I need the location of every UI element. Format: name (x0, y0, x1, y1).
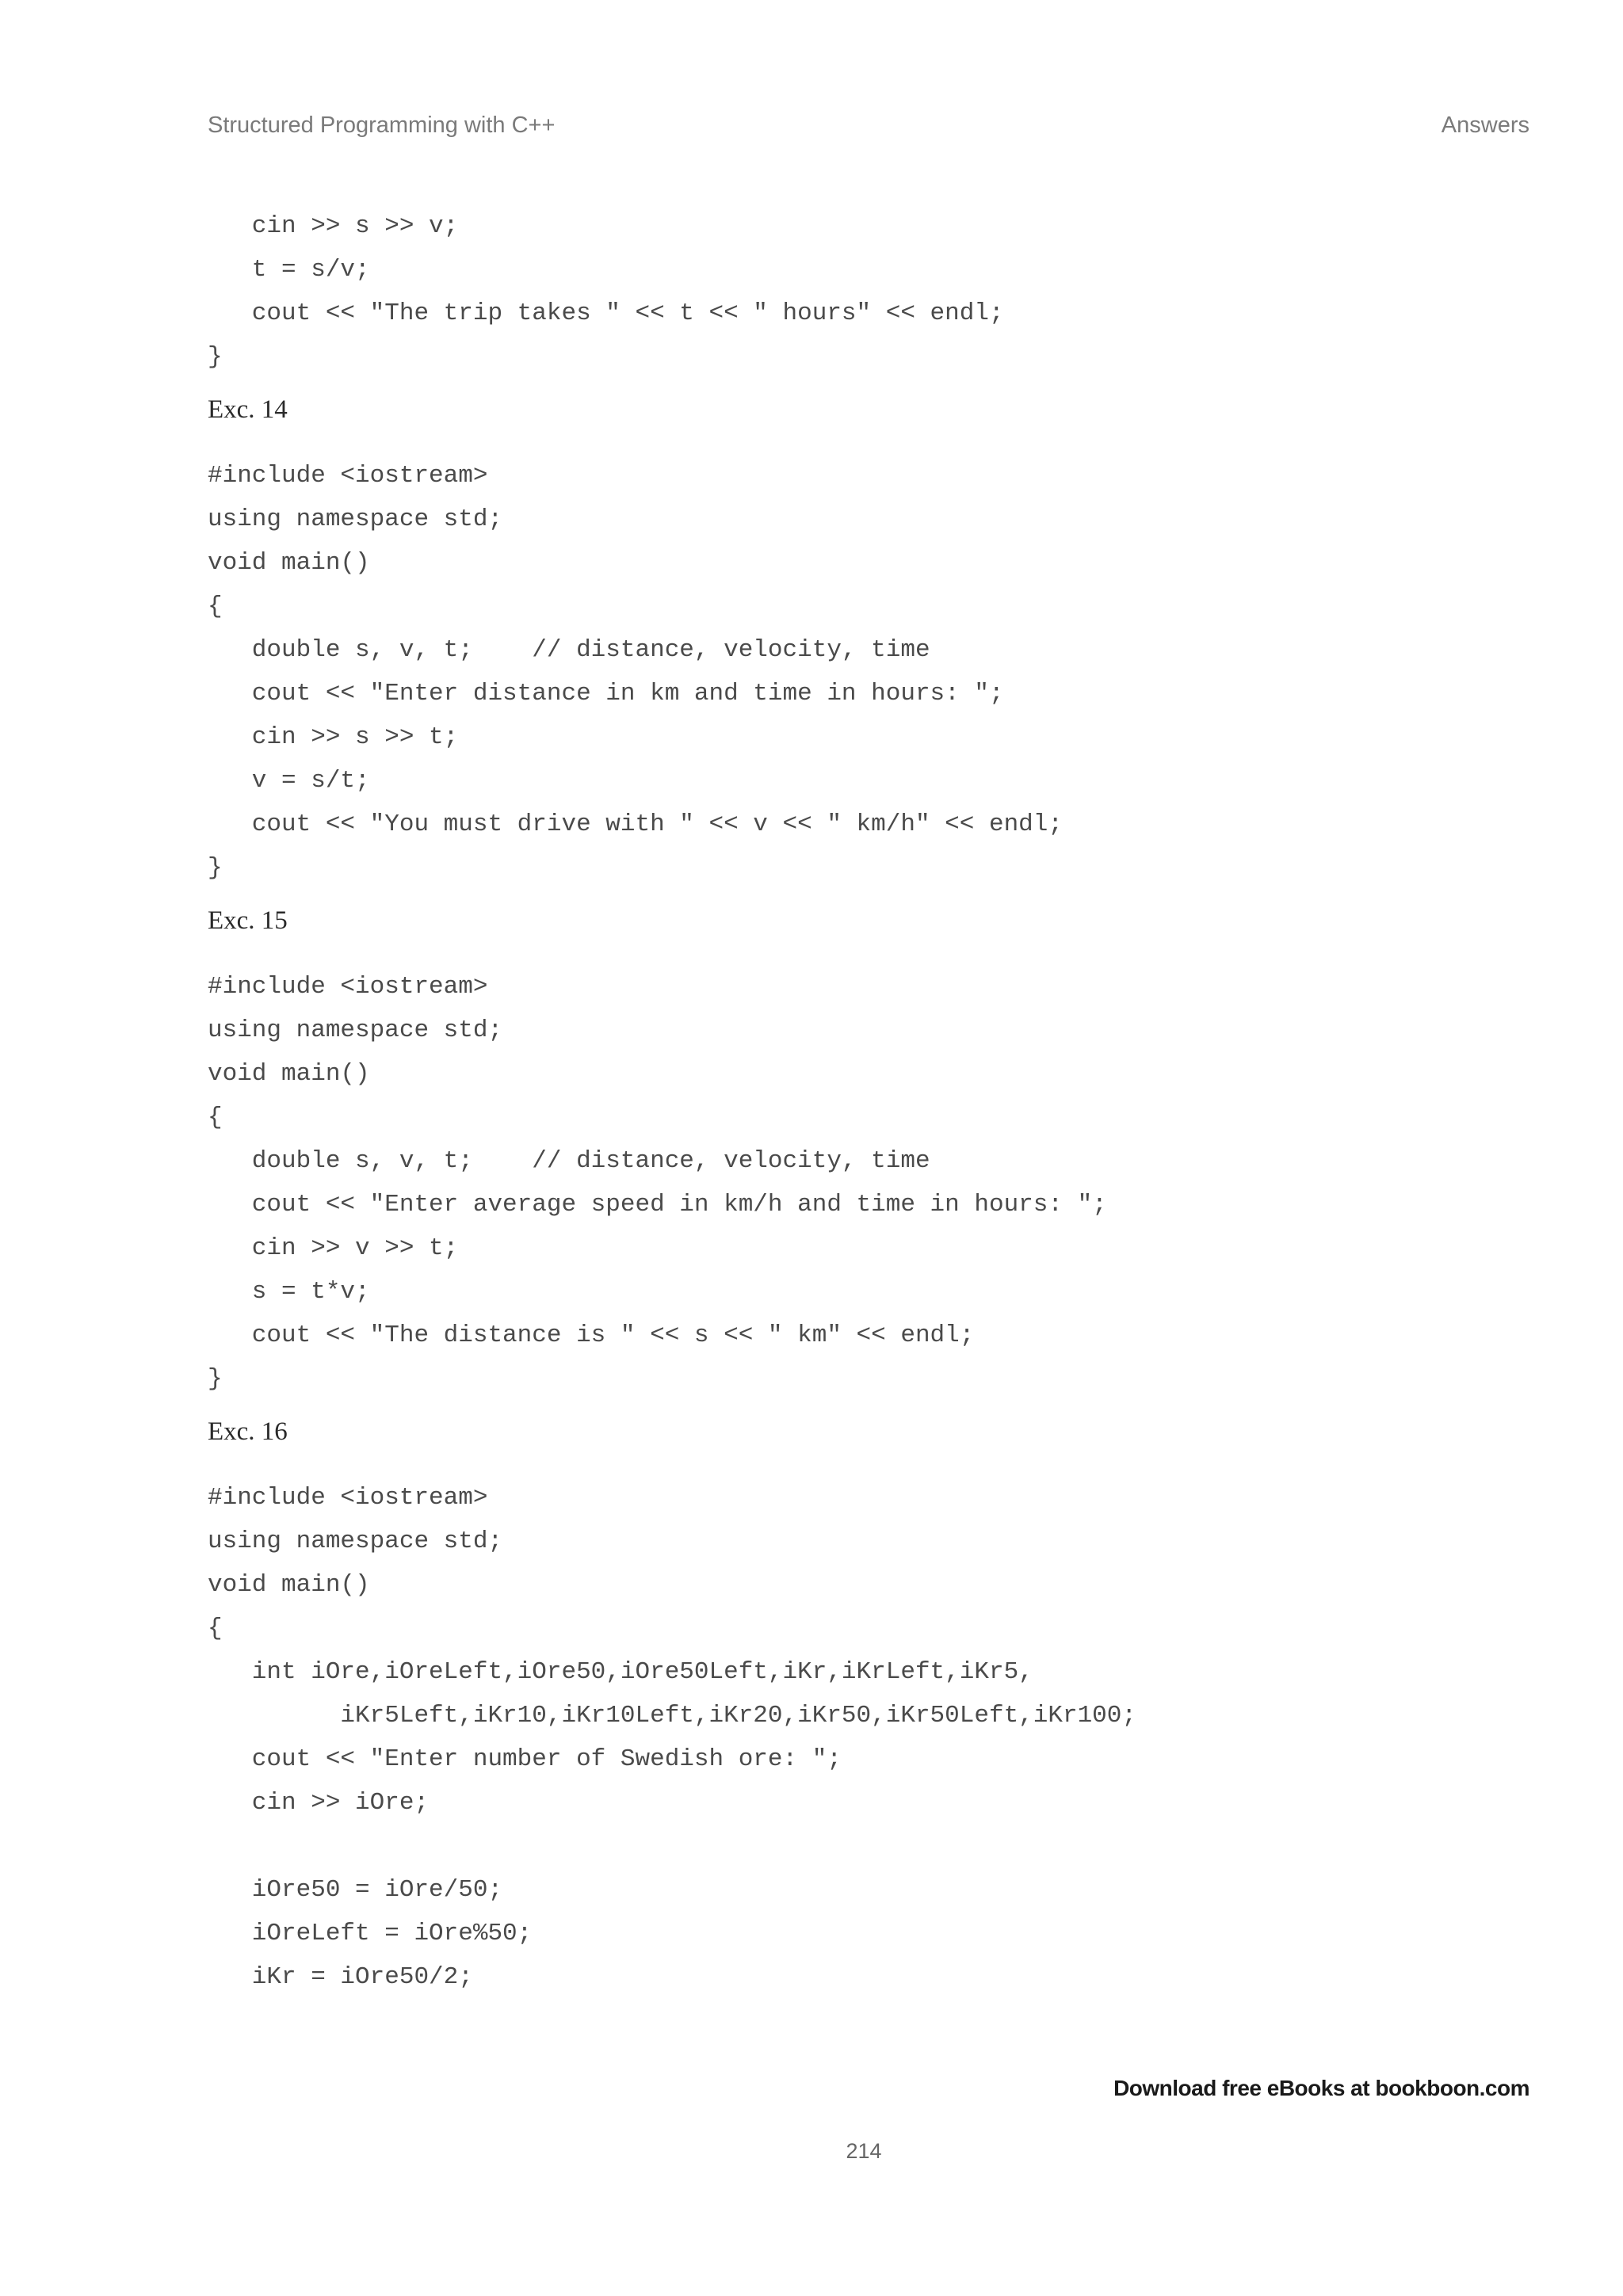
exercise-heading: Exc. 15 (208, 906, 288, 935)
code-line: cin >> s >> t; (208, 723, 459, 751)
code-line: void main() (208, 1571, 370, 1599)
page-number: 214 (846, 2139, 882, 2163)
code-line: cout << "The distance is " << s << " km" << endl; (208, 1322, 975, 1349)
code-line (208, 1825, 1555, 1868)
code-line: void main() (208, 549, 370, 577)
code-line: iOre50 = iOre/50; (208, 1876, 503, 1904)
code-line: using namespace std; (208, 1527, 503, 1555)
code-line: #include <iostream> (208, 462, 488, 490)
running-header (208, 113, 1529, 144)
code-line: cin >> v >> t; (208, 1234, 459, 1262)
code-block (208, 204, 1555, 379)
code-line: double s, v, t; // distance, velocity, time (208, 636, 930, 664)
exercise-heading: Exc. 16 (208, 1417, 288, 1446)
code-line: cout << "You must drive with " << v << " km/h" << endl; (208, 810, 1063, 838)
code-line: cout << "Enter number of Swedish ore: "; (208, 1745, 842, 1773)
code-line: cin >> iOre; (208, 1789, 430, 1817)
code-block (208, 1476, 1555, 1999)
section-title: Answers (1441, 113, 1529, 138)
code-block (208, 454, 1555, 890)
code-line: int iOre,iOreLeft,iOre50,iOre50Left,iKr,iKrLeft,iKr5, (208, 1658, 1033, 1686)
code-line: cout << "The trip takes " << t << " hours" << endl; (208, 299, 1004, 327)
page-content (208, 204, 1555, 1999)
code-line: using namespace std; (208, 1016, 503, 1044)
code-line: } (208, 854, 223, 882)
code-line: { (208, 1104, 223, 1131)
code-line: { (208, 1615, 223, 1642)
code-line: void main() (208, 1060, 370, 1088)
code-line: double s, v, t; // distance, velocity, time (208, 1147, 930, 1175)
code-line: iOreLeft = iOre%50; (208, 1920, 533, 1947)
code-line: cin >> s >> v; (208, 212, 459, 240)
code-line: s = t*v; (208, 1278, 370, 1306)
code-line: iKr5Left,iKr10,iKr10Left,iKr20,iKr50,iKr50Left,iKr100; (208, 1702, 1136, 1730)
code-line: cout << "Enter average speed in km/h and time in hours: "; (208, 1191, 1107, 1219)
code-line: #include <iostream> (208, 973, 488, 1001)
code-line: t = s/v; (208, 256, 370, 284)
code-line: { (208, 593, 223, 620)
code-line: v = s/t; (208, 767, 370, 795)
code-line: iKr = iOre50/2; (208, 1963, 473, 1991)
code-line: } (208, 343, 223, 371)
code-line: cout << "Enter distance in km and time in hours: "; (208, 680, 1004, 707)
code-line: using namespace std; (208, 505, 503, 533)
code-line: } (208, 1365, 223, 1393)
download-link[interactable]: Download free eBooks at bookboon.com (1113, 2076, 1529, 2100)
code-block (208, 965, 1555, 1401)
exercise-heading: Exc. 14 (208, 395, 288, 424)
code-line: #include <iostream> (208, 1484, 488, 1512)
book-title: Structured Programming with C++ (208, 113, 556, 138)
